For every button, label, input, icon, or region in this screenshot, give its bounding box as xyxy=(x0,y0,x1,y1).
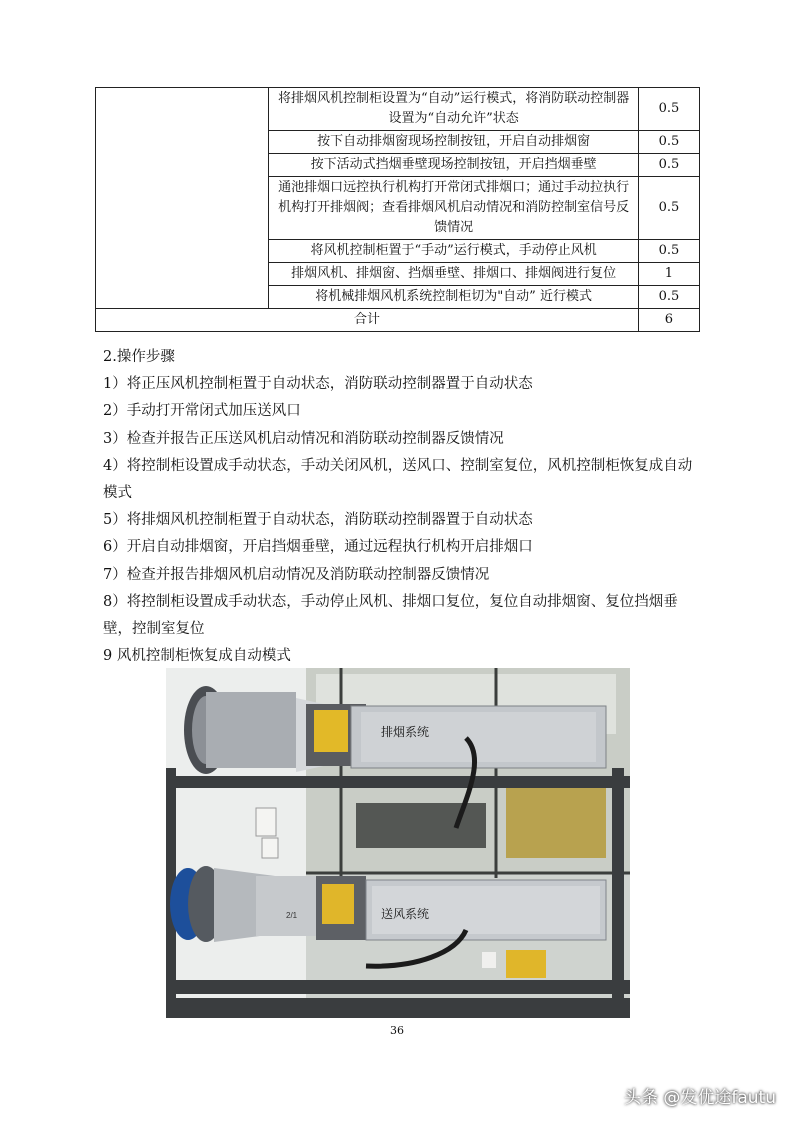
step-cell: 排烟风机、排烟窗、挡烟垂壁、排烟口、排烟阀进行复位 xyxy=(269,263,639,286)
equipment-photo xyxy=(166,668,630,1018)
step-item: 7）检查并报告排烟风机启动情况及消防联动控制器反馈情况 xyxy=(103,566,490,583)
step-cell: 按下自动排烟窗现场控制按钮，开启自动排烟窗 xyxy=(269,131,639,154)
step-cell: 将排烟风机控制柜设置为“自动”运行模式，将消防联动控制器设置为“自动允许”状态 xyxy=(269,88,639,131)
step-item: 6）开启自动排烟窗，开启挡烟垂壁，通过远程执行机构开启排烟口 xyxy=(103,539,533,556)
score-cell: 0.5 xyxy=(638,177,699,240)
watermark: 头条 @发优途fautu xyxy=(623,1088,776,1108)
step-cell: 按下活动式挡烟垂壁现场控制按钮，开启挡烟垂壁 xyxy=(269,154,639,177)
step-cell: 通池排烟口远控执行机构打开常闭式排烟口；通过手动拉执行机构打开排烟阀；查看排烟风机启动情况和消防控制室信号反馈情况 xyxy=(269,177,639,240)
score-cell: 0.5 xyxy=(638,131,699,154)
score-cell: 0.5 xyxy=(638,286,699,309)
step-item: 5）将排烟风机控制柜置于自动状态，消防联动控制器置于自动状态 xyxy=(103,512,533,529)
step-item: 9 风机控制柜恢复成自动模式 xyxy=(103,648,291,665)
section-heading: 2.操作步骤 xyxy=(103,349,175,365)
step-cell: 将风机控制柜置于“手动”运行模式，手动停止风机 xyxy=(269,240,639,263)
page-number: 36 xyxy=(390,1024,404,1037)
smoke-exhaust-label: 排烟系统 xyxy=(381,725,430,739)
operation-steps xyxy=(103,344,703,670)
step-item: 8）将控制柜设置成手动状态，手动停止风机、排烟口复位，复位自动排烟窗、复位挡烟垂壁，控制室复位 xyxy=(103,593,678,638)
total-value: 6 xyxy=(638,309,699,332)
score-cell: 0.5 xyxy=(638,240,699,263)
merged-blank-cell xyxy=(96,88,269,309)
table-row xyxy=(96,88,700,131)
total-row xyxy=(96,309,700,332)
equipment-illustration xyxy=(166,668,630,1018)
step-item: 1）将正压风机控制柜置于自动状态，消防联动控制器置于自动状态 xyxy=(103,376,533,393)
step-cell: 将机械排烟风机系统控制柜切为"自动” 近行模式 xyxy=(269,286,639,309)
total-label: 合计 xyxy=(96,309,639,332)
score-cell: 0.5 xyxy=(638,88,699,131)
duct-marking: 2/1 xyxy=(286,911,298,920)
air-supply-label: 送风系统 xyxy=(381,907,430,921)
step-item: 2）手动打开常闭式加压送风口 xyxy=(103,403,301,420)
step-item: 3）检查并报告正压送风机启动情况和消防联动控制器反馈情况 xyxy=(103,430,504,447)
score-cell: 0.5 xyxy=(638,154,699,177)
scoring-table xyxy=(95,87,700,332)
score-cell: 1 xyxy=(638,263,699,286)
step-item: 4）将控制柜设置成手动状态，手动关闭风机，送风口、控制室复位，风机控制柜恢复成自动模式 xyxy=(103,457,693,502)
